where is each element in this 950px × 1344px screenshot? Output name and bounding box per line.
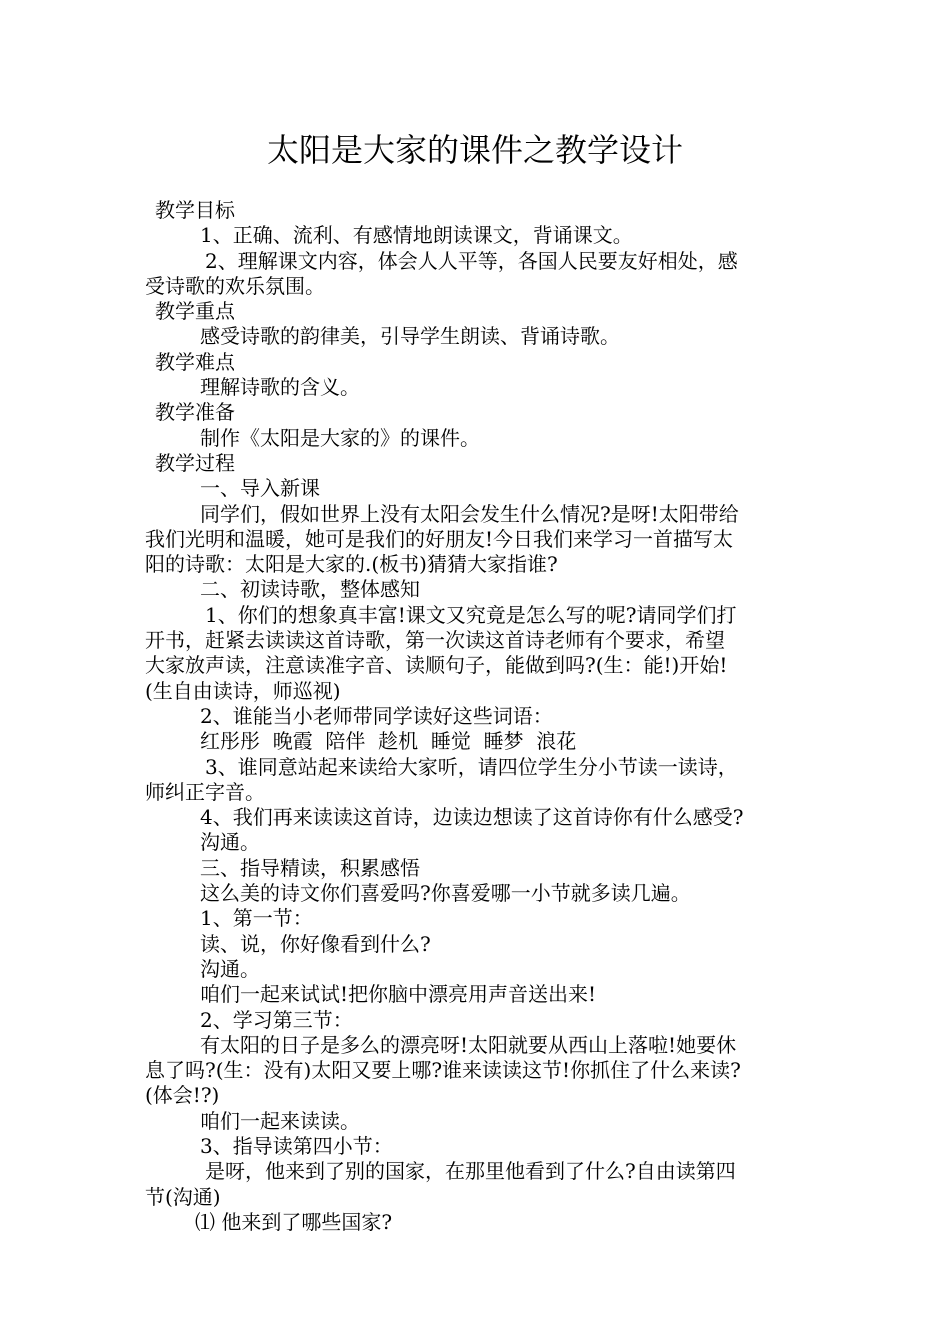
section-heading-process: 教学过程 xyxy=(155,450,235,475)
paragraph-line: 同学们，假如世界上没有太阳会发生什么情况?是呀!太阳带给 xyxy=(200,501,739,526)
paragraph-line: 2、学习第三节： xyxy=(200,1007,353,1032)
paragraph-line: 理解诗歌的含义。 xyxy=(200,375,360,400)
subsection-heading: 一、导入新课 xyxy=(200,476,320,501)
paragraph-line: 2、谁能当小老师带同学读好这些词语： xyxy=(200,703,553,728)
paragraph-line: 沟通。 xyxy=(200,830,260,855)
paragraph-line: 阳的诗歌：太阳是大家的.(板书)猜猜大家指谁? xyxy=(145,552,558,577)
paragraph-line: 读、说，你好像看到什么? xyxy=(200,931,431,956)
paragraph-line: 开书，赶紧去读读这首诗歌，第一次读这首诗老师有个要求，希望 xyxy=(145,628,725,653)
paragraph-line: 息了吗?(生：没有)太阳又要上哪?谁来读读这节!你抓住了什么来读? xyxy=(145,1058,741,1083)
paragraph-line: 师纠正字音。 xyxy=(145,779,265,804)
section-heading-goals: 教学目标 xyxy=(155,198,235,222)
paragraph-line: 4、我们再来读读这首诗，边读边想读了这首诗你有什么感受? xyxy=(200,805,744,830)
paragraph-line: 2、理解课文内容，体会人人平等，各国人民要友好相处，感 xyxy=(205,248,738,273)
paragraph-line: 这么美的诗文你们喜爱吗?你喜爱哪一小节就多读几遍。 xyxy=(200,881,691,906)
paragraph-line: (体会!?) xyxy=(145,1083,220,1108)
paragraph-line: 咱们一起来读读。 xyxy=(200,1108,360,1133)
paragraph-line: 1、第一节： xyxy=(200,906,313,931)
paragraph-line: 感受诗歌的韵律美，引导学生朗读、背诵诗歌。 xyxy=(200,324,620,349)
vocabulary-line: 红彤彤 晚霞 陪伴 趁机 睡觉 睡梦 浪花 xyxy=(200,729,577,754)
paragraph-line: 3、指导读第四小节： xyxy=(200,1133,393,1158)
section-heading-preparation: 教学准备 xyxy=(155,400,235,425)
subsection-heading: 二、初读诗歌，整体感知 xyxy=(200,577,420,602)
paragraph-line: 3、谁同意站起来读给大家听，请四位学生分小节读一读诗， xyxy=(205,754,738,779)
paragraph-line: ⑴ 他来到了哪些国家? xyxy=(195,1209,393,1234)
section-heading-difficulty: 教学难点 xyxy=(155,349,235,374)
document-body xyxy=(145,198,820,1235)
paragraph-line: 我们光明和温暖，她可是我们的好朋友!今日我们来学习一首描写太 xyxy=(145,526,734,551)
paragraph-line: 1、正确、流利、有感情地朗读课文，背诵课文。 xyxy=(200,223,633,248)
paragraph-line: 大家放声读，注意读准字音、读顺句子，能做到吗?(生：能!)开始! xyxy=(145,653,728,678)
paragraph-line: (生自由读诗，师巡视) xyxy=(145,678,341,703)
paragraph-line: 节(沟通) xyxy=(145,1184,221,1209)
paragraph-line: 受诗歌的欢乐氛围。 xyxy=(145,273,325,298)
document-title: 太阳是大家的课件之教学设计 xyxy=(266,131,683,169)
paragraph-line: 有太阳的日子是多么的漂亮呀!太阳就要从西山上落啦!她要休 xyxy=(200,1032,737,1057)
section-heading-focus: 教学重点 xyxy=(155,299,235,324)
subsection-heading: 三、指导精读，积累感悟 xyxy=(200,855,420,880)
paragraph-line: 制作《太阳是大家的》的课件。 xyxy=(200,425,480,450)
paragraph-line: 是呀，他来到了别的国家，在那里他看到了什么?自由读第四 xyxy=(205,1159,736,1184)
paragraph-line: 沟通。 xyxy=(200,956,260,981)
paragraph-line: 咱们一起来试试!把你脑中漂亮用声音送出来! xyxy=(200,982,597,1007)
paragraph-line: 1、你们的想象真丰富!课文又究竟是怎么写的呢?请同学们打 xyxy=(205,602,737,627)
